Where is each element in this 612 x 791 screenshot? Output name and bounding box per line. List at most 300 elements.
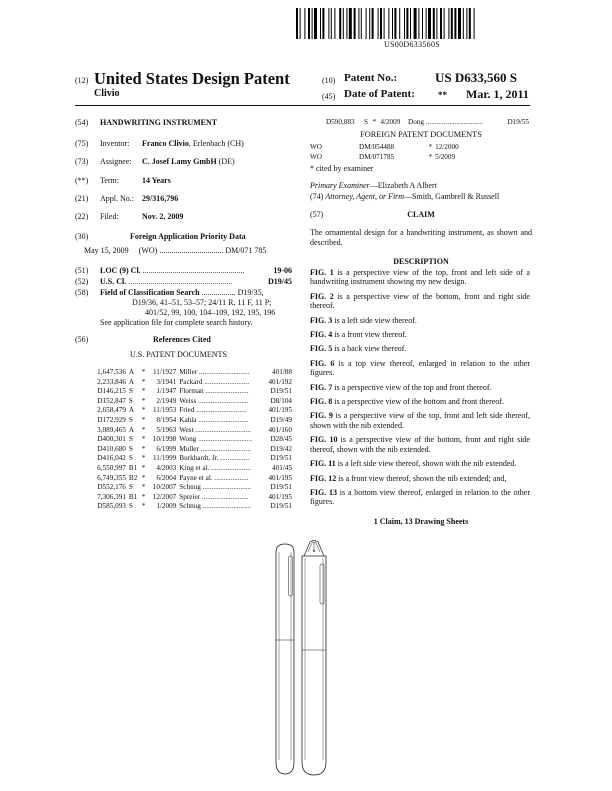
ref-class: 401/195	[268, 406, 292, 415]
ref-date: 6/2004	[156, 473, 177, 482]
ref-star: *	[141, 415, 146, 424]
ref-name: Payne et al.	[179, 473, 213, 482]
barcode	[296, 8, 528, 39]
foreign-docs-table	[310, 143, 480, 162]
foreign-docs-heading: FOREIGN PATENT DOCUMENTS	[360, 130, 482, 139]
reference-row	[93, 502, 295, 512]
barcode-bar	[428, 8, 431, 39]
field-search-label: Field of Classification Search	[100, 288, 200, 297]
ref-star: *	[141, 368, 146, 376]
ref-star: *	[141, 454, 146, 463]
ref-dots: ...................	[212, 473, 249, 482]
cited-note: * cited by examiner	[310, 164, 374, 173]
reference-row	[93, 406, 295, 416]
ref-date: 5/1963	[156, 425, 177, 434]
barcode-bar	[334, 8, 335, 39]
barcode-bar	[328, 8, 329, 39]
barcode-bar	[394, 8, 396, 39]
barcode-bar	[440, 8, 442, 39]
ref-star: *	[141, 502, 146, 511]
barcode-bar	[418, 8, 419, 39]
foreign-docs-list	[310, 143, 490, 162]
ref-number: D410,680	[97, 444, 126, 453]
ref-dots: ............................	[196, 415, 249, 424]
ref-dots: ..............................	[196, 435, 252, 444]
ref-date: 10/1998	[152, 435, 177, 444]
reference-row	[93, 368, 295, 378]
barcode-bar	[454, 8, 456, 39]
foreign-doc-row	[310, 143, 480, 153]
figure-label: FIG. 13	[310, 487, 338, 497]
ref-dots: ..........................	[200, 492, 249, 501]
us-class-row	[100, 277, 292, 287]
ref-date: 4/2009	[380, 118, 401, 126]
filed-label: Filed:	[100, 212, 119, 221]
code-51: (51)	[75, 266, 89, 275]
claim-text: The ornamental design for a handwriting instrument, as shown and described.	[310, 228, 532, 247]
ref-class: 401/195	[268, 492, 292, 501]
figure-description	[310, 292, 530, 311]
barcode-bar	[358, 8, 359, 39]
barcode-bar	[331, 8, 332, 39]
ref-class: 401/160	[268, 425, 292, 434]
figure-text: is a perspective view of the bottom, front and right side thereof, shown with the nib extended.	[310, 435, 530, 454]
ref-number: D400,301	[97, 435, 126, 444]
code-21: (21)	[75, 194, 89, 203]
claim-heading: CLAIM	[407, 210, 435, 219]
ref-name: Dong	[408, 118, 425, 126]
barcode-bar	[380, 8, 382, 39]
ref-name: West	[179, 425, 194, 434]
ref-name: Wong	[179, 435, 197, 444]
appl-no-value: 29/316,796	[142, 194, 179, 203]
figure-text: is a perspective view of the top, front and left side thereof, shown with the nib extended.	[310, 411, 530, 430]
figure-text: is a perspective view of the bottom and front thereof.	[332, 397, 504, 407]
ref-kind: A	[128, 425, 135, 434]
ref-kind: A	[128, 377, 135, 386]
ref-name-cell	[179, 502, 265, 512]
examiner-line	[310, 181, 437, 191]
ref-kind: S	[128, 387, 133, 396]
figure-text: is a perspective view of the top, front and left side of a handwriting instrument showing my new design.	[310, 268, 530, 287]
loc-class-value: 19-06	[273, 266, 292, 275]
barcode-bar	[369, 8, 370, 39]
ref-name-cell	[179, 368, 265, 378]
code-54: (54)	[75, 118, 89, 127]
loc-class-label: LOC (9) Cl.	[100, 266, 141, 275]
barcode-bar	[406, 8, 408, 39]
barcode-bar	[372, 8, 374, 39]
figure-description	[310, 474, 530, 483]
barcode-bar	[466, 8, 467, 39]
ref-number: D585,093	[97, 502, 126, 511]
ref-star: *	[141, 492, 146, 501]
barcode-bar	[346, 8, 347, 39]
figure-label: FIG. 5	[310, 344, 333, 354]
pen-drawing	[262, 540, 344, 782]
barcode-bar	[312, 8, 313, 39]
filed-value: Nov. 2, 2009	[142, 212, 184, 221]
code-75: (75)	[75, 139, 89, 148]
figure-label: FIG. 4	[310, 330, 333, 340]
barcode-bar	[392, 8, 393, 39]
barcode-bar	[320, 8, 321, 39]
barcode-bar	[448, 8, 449, 39]
figure-text: is a front view thereof.	[332, 330, 407, 340]
ref-name: Florman	[179, 387, 204, 396]
ref-number: D416,042	[97, 454, 126, 463]
code-58: (58)	[75, 288, 89, 297]
header-rule	[75, 105, 530, 106]
ref-star: *	[141, 435, 146, 444]
code-term: (**)	[75, 176, 89, 185]
attorney-line	[310, 192, 499, 202]
reference-row	[93, 416, 295, 426]
references-table	[93, 368, 295, 512]
ref-star: *	[141, 377, 146, 386]
barcode-bar	[410, 8, 411, 39]
ref-date: 6/1999	[156, 444, 177, 453]
ref-number: D152,847	[97, 396, 126, 405]
foreign-doc-row	[310, 153, 480, 163]
ref-dots: ................	[218, 454, 250, 463]
reference-row	[93, 435, 295, 445]
inventor-label: Inventor:	[100, 139, 130, 148]
foreign-star: *	[428, 143, 433, 151]
ref-dots: ...........................	[200, 502, 252, 511]
barcode-bar	[349, 8, 352, 39]
foreign-number: DM/071785	[359, 152, 395, 161]
barcode-bar	[404, 8, 405, 39]
reference-row	[93, 426, 295, 436]
ref-date: 11/1953	[152, 406, 177, 415]
reference-row	[93, 493, 295, 503]
field-search-line1: ................. D19/35,	[199, 288, 264, 297]
ref-name-cell	[408, 118, 502, 128]
ref-star: *	[141, 473, 146, 482]
ref-number: D590,883	[326, 118, 355, 126]
foreign-number: DM/054488	[359, 143, 395, 151]
ref-name-cell	[179, 445, 265, 455]
ref-number: 6,749,355	[97, 473, 126, 482]
term-value: 14 Years	[142, 176, 171, 185]
field-search-row	[100, 288, 292, 298]
figure-text: is a left side view thereof.	[332, 315, 417, 325]
barcode-text: US00D633560S	[383, 40, 441, 49]
figure-label: FIG. 1	[310, 268, 334, 277]
reference-row	[93, 464, 295, 474]
figure-label: FIG. 6	[310, 358, 335, 368]
field-search-note: See application file for complete search history.	[100, 318, 253, 327]
ref-class: D19/42	[270, 444, 292, 453]
ref-name: Kahla	[179, 415, 197, 424]
barcode-bar	[308, 8, 310, 39]
figure-description	[310, 359, 530, 378]
ref-class: 401/88	[272, 368, 292, 376]
ref-name: Schnug	[179, 502, 201, 511]
priority-heading: Foreign Application Priority Data	[130, 232, 246, 241]
references-heading: References Cited	[153, 335, 211, 344]
ref-name: Weiss	[179, 396, 197, 405]
figure-description	[310, 435, 530, 454]
ref-date: 1/2009	[156, 502, 177, 511]
patent-no-label: Patent No.:	[344, 72, 398, 84]
ref-date: 11/1999	[152, 454, 177, 463]
code-45: (45)	[322, 92, 336, 101]
reference-row	[93, 397, 295, 407]
ref-number: 2,233,846	[97, 377, 126, 386]
barcode-bar	[322, 8, 324, 39]
barcode-bar	[300, 8, 301, 39]
barcode-bar	[414, 8, 417, 39]
ref-number: 7,306,391	[97, 492, 126, 501]
description-heading: DESCRIPTION	[393, 257, 449, 266]
figure-description	[310, 344, 530, 353]
barcode-bar	[361, 8, 362, 39]
ref-date: 8/1954	[156, 415, 177, 424]
foreign-star: *	[428, 152, 433, 161]
examiner-label: Primary Examiner	[310, 181, 370, 190]
ref-name-cell	[179, 493, 265, 503]
figure-description	[310, 316, 530, 325]
ref-kind: A	[128, 406, 135, 415]
ref-class: D19/51	[270, 387, 292, 396]
us-docs-heading: U.S. PATENT DOCUMENTS	[130, 350, 227, 359]
figure-text: is a front view thereof, shown the nib extended; and,	[336, 473, 507, 483]
figure-text: is a perspective view of the bottom, front and right side thereof.	[310, 291, 530, 311]
barcode-bar	[296, 8, 298, 39]
ref-star: *	[141, 444, 146, 453]
code-56: (56)	[75, 335, 89, 344]
figure-label: FIG. 10	[310, 435, 338, 445]
ref-kind: B1	[128, 492, 138, 501]
foreign-country: WO	[310, 152, 322, 161]
attorney-label: Attorney, Agent, or Firm	[325, 192, 405, 201]
us-class-value: D19/45	[268, 277, 292, 286]
inventor	[142, 139, 244, 149]
ref-kind: S	[128, 444, 133, 453]
reference-row	[93, 378, 295, 388]
ref-number: 2,658,479	[97, 406, 126, 415]
barcode-bar	[469, 8, 471, 39]
ref-number: 1,647,536	[97, 368, 126, 376]
barcode-bar	[314, 8, 317, 39]
ref-name-cell	[179, 426, 265, 436]
figure-text: is a left side view thereof, shown with the nib extended.	[335, 459, 517, 469]
ref-dots: ........................	[203, 387, 249, 396]
code-52: (52)	[75, 277, 89, 286]
figure-label: FIG. 8	[310, 397, 333, 407]
code-73: (73)	[75, 157, 89, 166]
ref-name-cell	[179, 387, 265, 397]
ref-star: *	[372, 118, 377, 126]
reference-row	[93, 474, 295, 484]
appl-no-label: Appl. No.:	[100, 194, 134, 203]
ref-name-cell	[179, 416, 265, 426]
ref-date: 2/1949	[156, 396, 177, 405]
claims-sheets-footer: 1 Claim, 13 Drawing Sheets	[373, 517, 469, 526]
code-74: (74)	[310, 192, 324, 201]
ref-star: *	[141, 387, 146, 396]
ref-dots: ......................	[209, 463, 251, 472]
barcode-bar	[463, 8, 464, 39]
barcode-bar	[304, 8, 305, 39]
figure-description	[310, 411, 530, 430]
foreign-country: WO	[310, 143, 322, 151]
figure-text: is a top view thereof, enlarged in relation to the other figures.	[310, 358, 530, 378]
barcode-bar	[474, 8, 475, 39]
barcode-bar	[378, 8, 379, 39]
ref-number: D172,929	[97, 415, 126, 424]
assignee-name: C. Josef Lamy GmbH	[142, 157, 217, 166]
ref-dots: ...............................	[193, 425, 251, 434]
barcode-bar	[444, 8, 445, 39]
figure-text: is a perspective view of the top and front thereof.	[332, 382, 492, 392]
ref-star: *	[141, 425, 146, 434]
inventor-location: , Erlenbach (CH)	[188, 139, 244, 148]
code-22: (22)	[75, 212, 89, 221]
ref-kind: A	[128, 368, 135, 376]
barcode-bar	[399, 8, 400, 39]
barcode-bar	[426, 8, 427, 39]
ref-kind: S	[128, 502, 133, 511]
loc-class-row	[100, 266, 292, 276]
barcode-bar	[366, 8, 367, 39]
figure-description	[310, 397, 530, 406]
patent-date: Mar. 1, 2011	[466, 87, 529, 101]
reference-row	[93, 454, 295, 464]
invention-title: HANDWRITING INSTRUMENT	[100, 118, 218, 127]
ref-class: D19/51	[270, 502, 292, 511]
reference-row	[93, 483, 295, 493]
ref-name: Packard	[179, 377, 203, 386]
ref-date: 12/2007	[152, 492, 177, 501]
foreign-date: 5/2009	[435, 152, 456, 161]
patent-type-title: United States Design Patent	[94, 69, 290, 88]
barcode-bar	[458, 8, 461, 39]
ref-star: *	[141, 396, 146, 405]
figure-description	[310, 383, 530, 392]
us-class-dots: ....................................................	[126, 277, 233, 286]
ref-date: 10/2007	[152, 483, 177, 492]
ref-dots: ................................	[424, 118, 484, 126]
ref-dots: ............................	[194, 406, 247, 415]
figure-description	[310, 488, 530, 507]
field-search-line3: 401/52, 99, 100, 104–109, 192, 195, 196	[145, 308, 276, 317]
figure-description	[310, 459, 530, 468]
figure-label: FIG. 9	[310, 411, 333, 421]
figures-description	[310, 268, 530, 512]
ref-class: 401/195	[268, 473, 292, 482]
priority-line: May 15, 2009 (WO) ................................ DM/071 785	[84, 246, 267, 255]
ref-dots: .........................	[202, 377, 250, 386]
ref-number: D552,176	[97, 483, 126, 492]
reference-row	[93, 445, 295, 455]
figure-description	[310, 268, 530, 287]
loc-class-dots: ...................................................	[140, 266, 245, 275]
assignee-location: (DE)	[216, 157, 235, 166]
ref-date: 1/1947	[156, 387, 177, 396]
barcode-bar	[354, 8, 356, 39]
date-stars: **	[438, 90, 447, 100]
barcode-bar	[343, 8, 344, 39]
top-ref-row	[326, 118, 532, 128]
figure-description	[310, 330, 530, 339]
foreign-date: 12/2000	[435, 143, 459, 151]
figure-label: FIG. 11	[310, 459, 336, 469]
figure-label: FIG. 3	[310, 315, 333, 325]
ref-kind: S	[128, 454, 133, 463]
code-10: (10)	[322, 76, 336, 85]
barcode-bar	[339, 8, 341, 39]
top-ref-table	[326, 118, 532, 128]
ref-kind: S	[128, 396, 133, 405]
ref-name: Fried	[179, 406, 195, 415]
assignee	[142, 157, 235, 167]
ref-name: King et al.	[179, 463, 210, 472]
ref-name-cell	[179, 406, 265, 416]
ref-kind: S	[128, 483, 133, 492]
ref-dots: ............................	[196, 396, 249, 405]
ref-class: D19/51	[270, 454, 292, 463]
reference-row	[93, 387, 295, 397]
ref-kind: B1	[128, 463, 138, 472]
ref-name-cell	[179, 474, 265, 484]
term-label: Term:	[100, 176, 119, 185]
ref-class: 401/192	[268, 377, 292, 386]
ref-star: *	[141, 406, 146, 415]
ref-class: 401/45	[272, 463, 292, 472]
ref-name-cell	[179, 464, 265, 474]
ref-name: Spreier	[179, 492, 201, 501]
ref-kind: B2	[128, 473, 138, 482]
figure-text: is a back view thereof.	[332, 344, 407, 354]
examiner-name: —Elizabeth A Albert	[369, 181, 437, 190]
inventor-name: Franco Clivio	[142, 139, 189, 148]
figure-label: FIG. 2	[310, 291, 334, 301]
ref-star: *	[141, 483, 146, 492]
barcode-bar	[388, 8, 389, 39]
ref-class: D19/55	[507, 118, 529, 126]
code-30: (30)	[75, 232, 89, 241]
barcode-bar	[436, 8, 437, 39]
figure-label: FIG. 12	[310, 473, 337, 483]
ref-name: Burkhardt, Jr.	[179, 454, 219, 463]
ref-kind: S	[364, 118, 369, 126]
assignee-label: Assignee:	[100, 157, 132, 166]
reference-row	[326, 118, 532, 128]
ref-dots: ...........................	[200, 483, 252, 492]
code-57: (57)	[310, 210, 324, 219]
patent-number: US D633,560 S	[435, 70, 517, 85]
ref-date: 3/1941	[156, 377, 177, 386]
references-list	[93, 368, 295, 512]
ref-number: 6,550,997	[97, 463, 126, 472]
ref-class: D28/45	[270, 435, 292, 444]
ref-dots: ............................	[198, 444, 251, 453]
date-of-patent-label: Date of Patent:	[344, 88, 415, 100]
us-class-label: U.S. Cl.	[100, 277, 127, 286]
ref-name-cell	[179, 435, 265, 445]
barcode-bar	[433, 8, 435, 39]
ref-name-cell	[179, 483, 265, 493]
ref-star: *	[141, 463, 146, 472]
ref-number: D146,215	[97, 387, 126, 396]
ref-name-cell	[179, 454, 265, 464]
ref-kind: S	[128, 415, 133, 424]
barcode-bar	[451, 8, 453, 39]
barcode-bar	[422, 8, 423, 39]
